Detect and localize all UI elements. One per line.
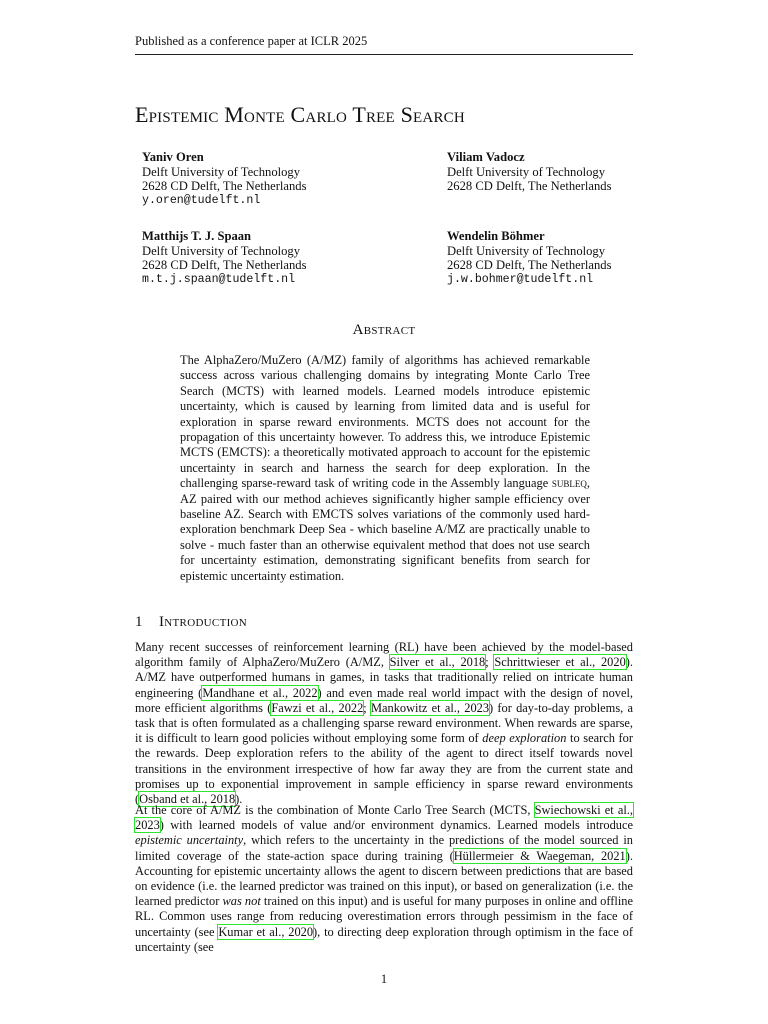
paragraph-text: , which refers to the uncertainty in the predictions of the model sourced in limited coverage of the state-action space during training ( bbox=[135, 833, 633, 863]
abstract-heading: Abstract bbox=[352, 322, 416, 338]
paragraph-text: ; bbox=[485, 655, 495, 670]
intro-paragraph-1 bbox=[135, 640, 633, 807]
author-name: Yaniv Oren bbox=[142, 150, 204, 164]
emphasis-text: was not bbox=[222, 894, 261, 909]
citation-link[interactable]: Silver et al., 2018 bbox=[389, 655, 486, 670]
author-name: Viliam Vadocz bbox=[447, 150, 525, 164]
abstract-text: The AlphaZero/MuZero (A/MZ) family of algorithms has achieved remarkable success across various challenging domains by integrating Monte Carlo Tree Search (MCTS) with learned models. Learned models introduce epistemic uncertainty, which is caused by learning from limited data and is useful for exploration in sparse reward environments. MCTS does not account for the propagation of this uncertainty however. To address this, we introduce Epistemic MCTS (EMCTS): a theoretically motivated approach to account for the epistemic uncertainty in search and harness the search for deep exploration. In the challenging sparse-reward task of writing code in the Assembly language bbox=[180, 353, 590, 491]
author-name: Matthijs T. J. Spaan bbox=[142, 229, 252, 243]
author-address: 2628 CD Delft, The Netherlands bbox=[447, 179, 612, 194]
author-email[interactable]: j.w.bohmer@tudelft.nl bbox=[447, 272, 594, 286]
author-affiliation: Delft University of Technology bbox=[447, 243, 606, 258]
section-title: Introduction bbox=[159, 614, 248, 630]
section-number: 1 bbox=[135, 614, 143, 630]
author-affiliation: Delft University of Technology bbox=[142, 243, 301, 258]
citation-link[interactable]: Mandhane et al., 2022 bbox=[202, 685, 318, 700]
author-block bbox=[447, 150, 612, 194]
paper-title: Epistemic Monte Carlo Tree Search bbox=[135, 102, 465, 127]
author-block bbox=[142, 229, 307, 287]
paragraph-text: ) for day-to-day problems, a task that is often formulated as a challenging sparse reward environment. When rewards are sparse, it is difficult to learn good policies without employing some form of bbox=[135, 700, 633, 746]
abstract-body bbox=[180, 353, 590, 584]
paragraph-text: ). A/MZ have outperformed humans in games, in tasks that traditionally relied on intricate human engineering ( bbox=[135, 655, 633, 700]
paragraph-text: ; bbox=[363, 700, 371, 715]
author-block bbox=[447, 229, 612, 287]
emphasis-text: deep exploration bbox=[482, 731, 567, 746]
paragraph-text: to search for the rewards. Deep exploration refers to the ability of the agent to direct itself towards novel transitions in the environment irrespective of how far away they are from the current state and promises up to exponential improvement in sample efficiency in sparse reward environments ( bbox=[135, 731, 633, 807]
emphasis-text: epistemic uncertainty bbox=[135, 833, 244, 848]
author-block bbox=[142, 150, 307, 208]
citation-link[interactable]: Mankowitz et al., 2023 bbox=[370, 700, 490, 715]
paragraph-text: ). Accounting for epistemic uncertainty allows the agent to discern between predictions that are based on evidence (i.e. the learned predictor was trained on this input), or based on generalization (i.e. the learned predictor bbox=[135, 848, 633, 909]
page-number: 1 bbox=[380, 972, 388, 986]
author-address: 2628 CD Delft, The Netherlands bbox=[142, 258, 307, 273]
citation-link[interactable]: Osband et al., 2018 bbox=[139, 792, 236, 807]
author-affiliation: Delft University of Technology bbox=[142, 164, 301, 179]
author-email[interactable]: y.oren@tudelft.nl bbox=[142, 193, 261, 207]
citation-link[interactable]: Schrittwieser et al., 2020 bbox=[494, 655, 626, 670]
citation-link[interactable]: Fawzi et al., 2022 bbox=[271, 700, 364, 715]
paragraph-text: ), to directing deep exploration through optimism in the face of uncertainty (see bbox=[135, 924, 633, 954]
paragraph-text: At the core of A/MZ is the combination of Monte Carlo Tree Search (MCTS, bbox=[135, 803, 535, 817]
paragraph-text: ). bbox=[235, 792, 243, 807]
author-address: 2628 CD Delft, The Netherlands bbox=[447, 258, 612, 273]
author-name: Wendelin Böhmer bbox=[447, 229, 545, 243]
author-email[interactable]: m.t.j.spaan@tudelft.nl bbox=[142, 272, 296, 286]
intro-paragraph-2 bbox=[135, 803, 633, 955]
abstract-text: , AZ paired with our method achieves significantly higher sample efficiency over baseline AZ. Search with EMCTS solves variations of the commonly used hard-exploration benchmark Deep Sea - which baseline A/MZ are practically unable to solve - much faster than an otherwise equivalent method that does not use search for uncertainty estimation, demonstrating significant benefits from search for epistemic uncertainty estimation. bbox=[180, 476, 590, 583]
section-heading bbox=[135, 614, 247, 631]
citation-link[interactable]: Swiechowski et al., 2023 bbox=[135, 803, 633, 833]
paragraph-text: ) with learned models of value and/or environment dynamics. Learned models introduce bbox=[159, 818, 633, 833]
paragraph-text: ) and even made real world impact with the design of novel, more efficient algorithms ( bbox=[135, 685, 634, 715]
abstract-smallcaps-term: subleq bbox=[551, 476, 587, 491]
paragraph-text: trained on this input) and is useful for many purposes in online and offline RL. Common uses range from reducing overestimation errors through pessimism in the face of uncertainty (see bbox=[135, 894, 633, 939]
citation-link[interactable]: Kumar et al., 2020 bbox=[218, 924, 314, 939]
running-head: Published as a conference paper at ICLR 2025 bbox=[135, 34, 633, 55]
citation-link[interactable]: Hüllermeier & Waegeman, 2021 bbox=[453, 848, 626, 863]
author-address: 2628 CD Delft, The Netherlands bbox=[142, 179, 307, 194]
author-affiliation: Delft University of Technology bbox=[447, 164, 606, 179]
paragraph-text: Many recent successes of reinforcement learning (RL) have been achieved by the model-based algorithm family of AlphaZero/MuZero (A/MZ, bbox=[135, 640, 633, 670]
